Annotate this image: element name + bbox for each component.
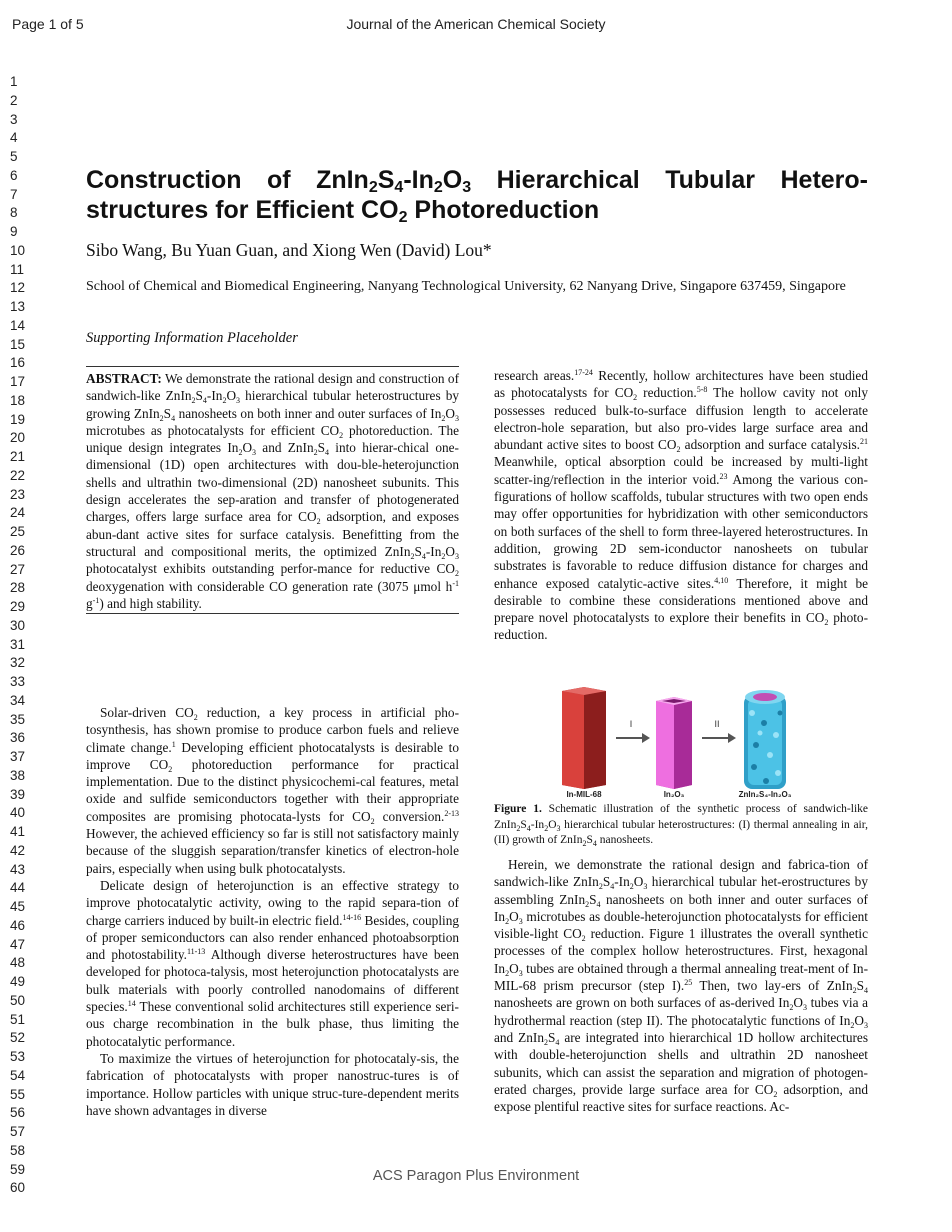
line-number: 30 — [10, 617, 26, 633]
right-column-body — [494, 856, 868, 1115]
line-number: 3 — [10, 111, 18, 127]
znin2s4-in2o3-tube — [744, 690, 786, 789]
abstract-label: ABSTRACT: — [86, 371, 162, 386]
figure-1-caption: Figure 1. Schematic illustration of the synthetic process of sandwich-like $ZnIn_2S_4-In_2O_3$ hierarchical tubular heterostructures: (I) thermal annealing in air, (II) growth of $ZnIn_2S_4$ nanosheets. — [494, 803, 869, 848]
label-in2o3: In₂O₃ — [663, 790, 685, 799]
line-number: 6 — [10, 167, 18, 183]
line-number: 31 — [10, 636, 26, 652]
step-2-label: II — [714, 719, 720, 729]
line-number: 18 — [10, 392, 26, 408]
line-number: 28 — [10, 580, 26, 596]
line-number: 32 — [10, 655, 26, 671]
page-indicator: Page 1 of 5 — [12, 16, 84, 32]
line-number: 39 — [10, 786, 26, 802]
line-number: 12 — [10, 280, 26, 296]
right-column-top — [494, 367, 868, 644]
paragraph: research areas.$^{17-24}$ Recently, hollow architectures have been studied as photocatalysts for $CO_2$ reduction.$^{5-8}$ The hollow cavity not only possesses reduced bulk-to-surface diffusion length to accelerate electron-hole separation, but also pro-vides large surface area and abundant active sites to boost $CO_2$ adsorption and surface catalysis.$^{21}$ Meanwhile, optical absorption could be increased by multi-light scatter-ing/reflection in the interior void.$^{23}$ Among the various con-figurations of hollow scaffolds, tubular structures with two open ends may offer opportunities for hybridization with other semiconductors on both surfaces of the shell to form three-layered heterostructures. In addition, growing 2D sem-iconductor nanosheets on tubular substrates is favorable to reduce diffusion distance for charges and enhance exposed catalytic-active sites.$^{4,10}$ Therefore, it might be desirable to combine these considerations mentioned above and prepare novel photocatalysts to explore their benefits in $CO_2$ photo-reduction. — [494, 368, 869, 643]
line-number: 52 — [10, 1030, 26, 1046]
in2o3-tube — [656, 697, 692, 789]
paragraph: Herein, we demonstrate the rational design and fabrica-tion of sandwich-like $ZnIn_2S_4-In_2O_3$ hierarchical tubular het-erostructures by assembling $ZnIn_2S_4$ nanosheets on both inner and outer surfaces of $In_2O_3$ microtubes as double-heterojunction photocatalysts for efficient visible-light $CO_2$ reduction. Figure 1 illustrates the overall synthetic processes of the complex hollow heterostructures. First, hexagonal $In_2O_3$ tubes are obtained through a thermal annealing treat-ment of In-MIL-68 prism precursor (step I).$^{25}$ Then, two lay-ers of $ZnIn_2S_4$ nanosheets are grown on both surfaces of as-derived $In_2O_3$ tubes via a hydrothermal reaction (step II). The photocatalytic functions of $In_2O_3$ and $ZnIn_2S_4$ are integrated into hierarchical 1D hollow architectures with double-heterojunction shells and ultrathin 2D nanosheet subunits, which can assist the separation and migration of photogen-erated charges, provide large surface area for $CO_2$ adsorption, and expose plentiful reactive sites for surface reactions. Ac- — [494, 857, 868, 1115]
line-number: 38 — [10, 767, 26, 783]
line-number: 13 — [10, 299, 26, 314]
line-number: 59 — [10, 1161, 26, 1177]
paper-title: Construction of $ZnIn_2S_4-In_2O_3$ Hierarchical Tubular Hetero-structures for Efficient $CO_2$ Photoreduction — [86, 166, 868, 226]
paragraph: Solar-driven $CO_2$ reduction, a key process in artificial pho-tosynthesis, has shown promise to produce carbon fuels and relieve climate change.$^1$ Developing efficient photocatalysts is desirable to improve $CO_2$ photoreduction performance for practical implementation. Due to the distinct physicochemi-cal features, metal oxide and sulfide semiconductors together with their appropriate composites are promising photocata-lysts for $CO_2$ conversion.$^{2-13}$ However, the achieved efficiency so far is still not satisfactory mainly because of the sluggish separation/transfer kinetics of electron-hole pairs, especially when using bulk photocatalysts. — [86, 705, 460, 876]
footer-environment: ACS Paragon Plus Environment — [372, 1168, 580, 1184]
line-number: 17 — [10, 374, 26, 389]
supporting-info-note: Supporting Information Placeholder — [86, 330, 298, 346]
line-number: 43 — [10, 861, 26, 877]
label-znin2s4-in2o3: ZnIn₂S₄-In₂O₃ — [738, 790, 792, 799]
in-mil-68-prism — [562, 687, 606, 789]
line-number: 55 — [10, 1086, 26, 1102]
author-list: Sibo Wang, Bu Yuan Guan, and Xiong Wen (David) Lou* — [86, 240, 492, 260]
affiliation: School of Chemical and Biomedical Engineering, Nanyang Technological University, 62 Nanyang Drive, Singapore 637459, Singapore — [86, 279, 846, 294]
line-number: 54 — [10, 1067, 26, 1083]
line-number: 4 — [10, 130, 18, 146]
abstract — [86, 366, 459, 614]
paragraph: To maximize the virtues of heterojunction for photocataly-sis, the fabrication of photocatalysts with proper nanostruc-tures is of importance. Hollow particles with unique struc-ture-dependent merits have shown advantages in diverse — [86, 1050, 459, 1118]
line-number: 5 — [10, 149, 18, 164]
line-number: 23 — [10, 486, 26, 502]
line-number: 60 — [10, 1180, 26, 1196]
line-number: 7 — [10, 186, 18, 202]
line-number: 21 — [10, 449, 26, 464]
step-2-arrow — [702, 733, 736, 743]
line-number: 8 — [10, 205, 18, 221]
step-1-label: I — [629, 719, 633, 729]
line-number: 48 — [10, 955, 26, 971]
figure-1-illustration — [494, 683, 868, 803]
line-number: 56 — [10, 1105, 26, 1121]
line-number: 14 — [10, 317, 26, 333]
line-number: 41 — [10, 824, 26, 839]
line-number: 1 — [10, 74, 18, 89]
line-number: 26 — [10, 542, 26, 558]
step-1-arrow — [616, 733, 650, 743]
left-column-body — [86, 704, 459, 1119]
line-number: 53 — [10, 1049, 26, 1064]
label-in-mil-68: In-MIL-68 — [566, 790, 602, 799]
paragraph: Delicate design of heterojunction is an effective strategy to improve photocatalytic activity, owing to the rapid separa-tion of charge carriers induced by built-in electric field.$^{14-16}$ Besides, coupling of proper semiconductors can also render enhanced photoabsorption and photostability.$^{11-13}$ Although diverse heterostructures have been developed for photoca-talysis, most heterojunction photocatalysts are bulk materials with poorly controlled nanodomains of different species.$^{14}$ These conventional solid architectures still experience seri-ous charge recombination in the bulk phase, thus limiting the photocatalytic performance. — [86, 877, 460, 1049]
abstract-text: ABSTRACT: We demonstrate the rational design and construction of sandwich-like $ZnIn_2S_4-In_2O_3$ hierarchical tubular heterostructures by growing $ZnIn_2S_4$ nanosheets on both inner and outer surfaces of $In_2O_3$ microtubes as photocatalysts for efficient $CO_2$ photoreduction. The unique design integrates $In_2O_3$ and $ZnIn_2S_4$ into hierar-chical one-dimensional (1D) open architectures with dou-ble-heterojunction shells and ultrathin two-dimensional (2D) nanosheet subunits. This design accelerates the sep-aration and transfer of photogenerated charges, offers large surface area for $CO_2$ adsorption, and exposes abun-dant active sites for surface catalysis. Benefitting from the structural and compositional merits, the optimized $ZnIn_2S_4-In_2O_3$ photocatalyst exhibits outstanding perfor-mance for reductive $CO_2$ deoxygenation with considerable CO generation rate (3075 μmol $h^{-1}$ $g^{-1}$) and high stability. — [86, 370, 459, 614]
line-number: 40 — [10, 805, 26, 821]
line-number: 9 — [10, 224, 18, 239]
line-number: 35 — [10, 711, 26, 727]
line-number: 46 — [10, 917, 26, 933]
line-number: 57 — [10, 1124, 26, 1139]
line-number: 36 — [10, 730, 26, 746]
line-number: 45 — [10, 899, 26, 914]
line-number: 22 — [10, 467, 26, 483]
line-number: 11 — [10, 261, 25, 277]
line-number: 42 — [10, 842, 26, 858]
line-number: 34 — [10, 692, 26, 708]
line-number: 20 — [10, 430, 26, 446]
line-number: 58 — [10, 1142, 26, 1158]
line-number: 33 — [10, 674, 26, 689]
line-number: 27 — [10, 561, 26, 577]
line-number: 10 — [10, 242, 26, 258]
line-number: 15 — [10, 336, 26, 352]
line-numbers — [10, 73, 40, 1198]
line-number: 51 — [10, 1011, 26, 1027]
line-number: 2 — [10, 92, 18, 108]
line-number: 19 — [10, 411, 26, 427]
line-number: 24 — [10, 505, 26, 521]
line-number: 29 — [10, 599, 26, 614]
journal-name: Journal of the American Chemical Society — [346, 16, 606, 32]
line-number: 49 — [10, 974, 26, 989]
line-number: 44 — [10, 880, 26, 896]
line-number: 25 — [10, 524, 26, 539]
line-number: 47 — [10, 936, 26, 952]
line-number: 50 — [10, 992, 26, 1008]
line-number: 37 — [10, 749, 26, 764]
line-number: 16 — [10, 355, 26, 371]
synthesis-schematic — [494, 683, 868, 803]
caption-label: Figure 1. — [494, 803, 542, 815]
